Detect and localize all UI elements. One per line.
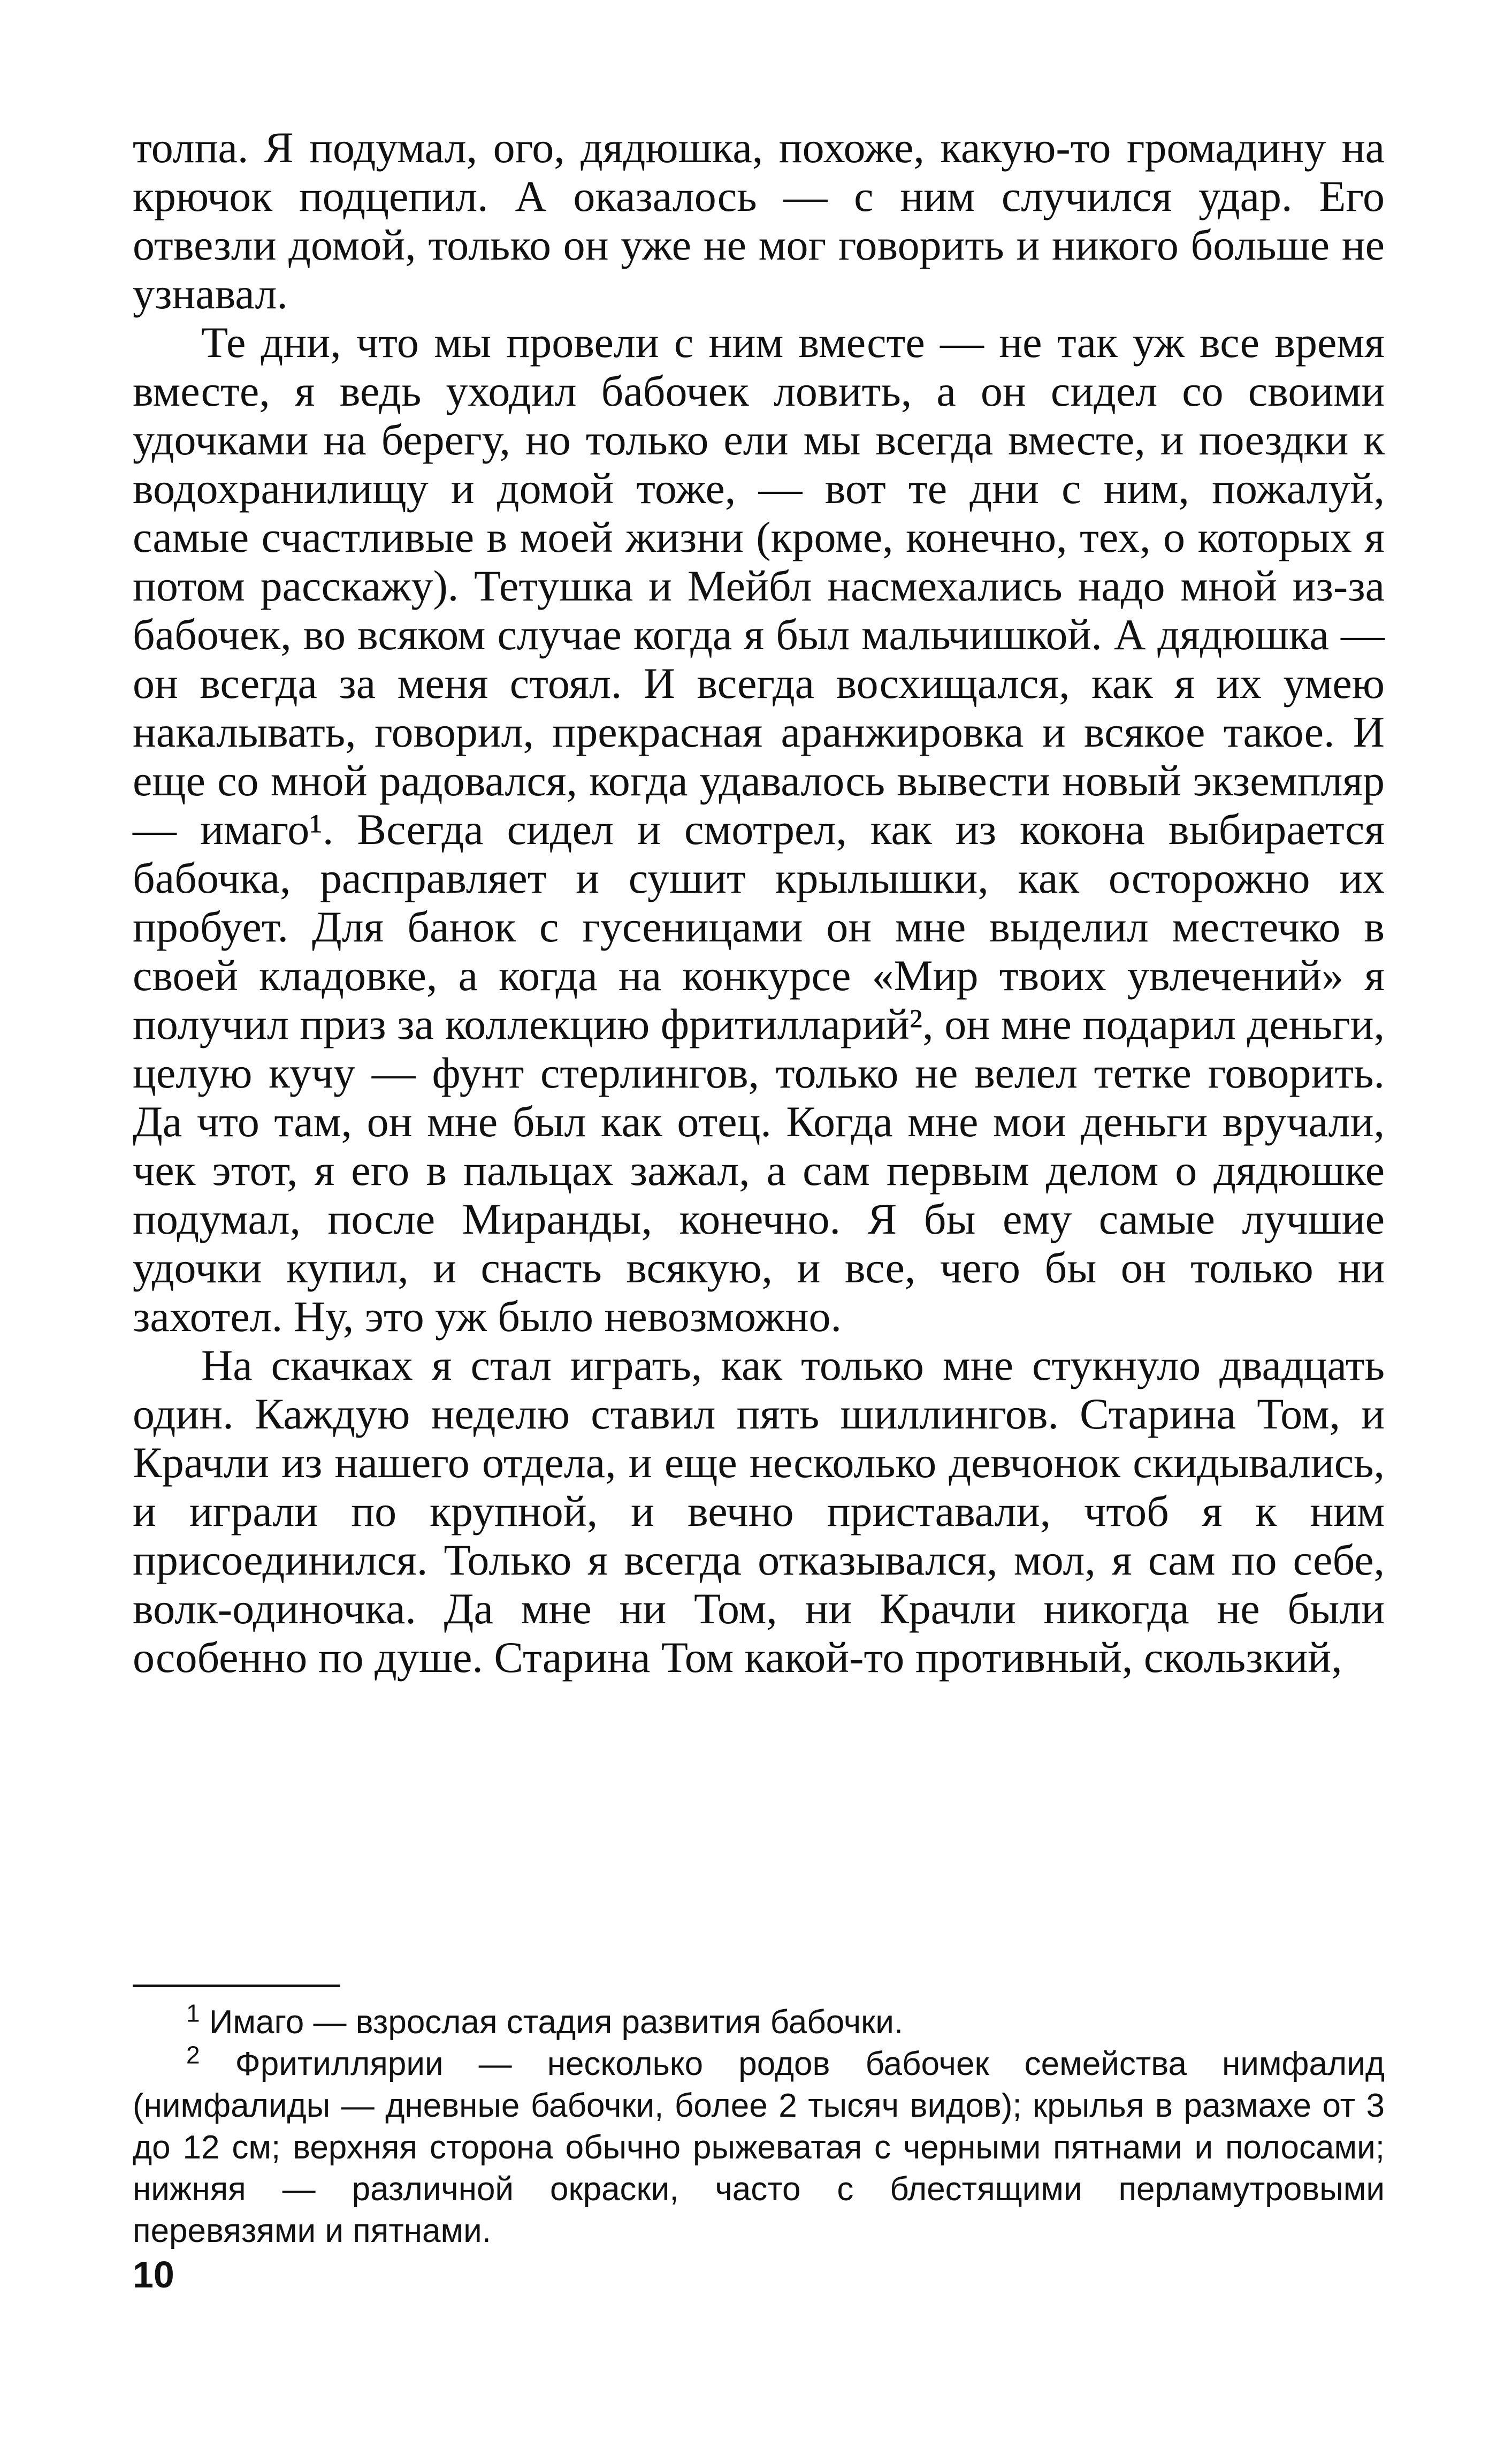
footnotes [133, 1999, 1385, 2252]
paragraph-1: толпа. Я подумал, ого, дядюшка, похоже, какую-то громадину на крючок подцепил. А оказалось — с ним случился удар. Его отвезли домой, только он уже не мог говорить и никого больше не узнавал. [133, 123, 1385, 318]
main-text [133, 123, 1385, 1682]
paragraph-3: На скачках я стал играть, как только мне стукнуло двадцать один. Каждую неделю ставил пять шиллингов. Старина Том, и Крачли из нашего отдела, и еще несколько девчонок скидывались, и играли по крупной, и вечно приставали, чтоб я к ним присоединился. Только я всегда отказывался, мол, я сам по себе, волк-одиночка. Да мне ни Том, ни Крачли никогда не были особенно по душе. Старина Том какой-то противный, скользкий, [133, 1341, 1385, 1682]
footnote-1 [133, 1999, 1385, 2043]
paragraph-2: Те дни, что мы провели с ним вместе — не так уж все время вместе, я ведь уходил бабочек ловить, а он сидел со своими удочками на берегу, но только ели мы всегда вместе, и поездки к водохранилищу и домой тоже, — вот те дни с ним, пожалуй, самые счастливые в моей жизни (кроме, конечно, тех, о которых я потом расскажу). Тетушка и Мейбл насмехались надо мной из-за бабочек, во всяком случае когда я был мальчишкой. А дядюшка — он всегда за меня стоял. И всегда восхищался, как я их умею накалывать, говорил, прекрасная аранжировка и всякое такое. И еще со мной радовался, когда удавалось вывести новый экземпляр — имаго¹. Всегда сидел и смотрел, как из кокона выбирается бабочка, расправляет и сушит крылышки, как осторожно их пробует. Для банок с гусеницами он мне выделил местечко в своей кладовке, а когда на конкурсе «Мир твоих увлечений» я получил приз за коллекцию фритилларий², он мне подарил деньги, целую кучу — фунт стерлингов, только не велел тетке говорить. Да что там, он мне был как отец. Когда мне мои деньги вручали, чек этот, я его в пальцах зажал, а сам первым делом о дядюшке подумал, после Миранды, конечно. Я бы ему самые лучшие удочки купил, и снасть всякую, и все, чего бы он только ни захотел. Ну, это уж было невозможно. [133, 318, 1385, 1341]
footnote-1-text: Имаго — взрослая стадия развития бабочки. [200, 2004, 904, 2041]
footnote-separator [133, 1985, 340, 1987]
footnote-2-text: Фритиллярии — несколько родов бабочек семейства нимфалид (нимфалиды — дневные бабочки, более 2 тысяч видов); крылья в размахе от 3 до 12 см; верхняя сторона обычно рыжеватая с черными пятнами и полосами; нижняя — различной окраски, часто с блестящими перламутровыми перевязями и пятнами. [133, 2046, 1385, 2249]
footnote-2 [133, 2043, 1385, 2252]
page-number: 10 [133, 2254, 174, 2295]
footnote-1-mark: 1 [186, 1999, 200, 2027]
footnote-2-mark: 2 [186, 2041, 200, 2069]
